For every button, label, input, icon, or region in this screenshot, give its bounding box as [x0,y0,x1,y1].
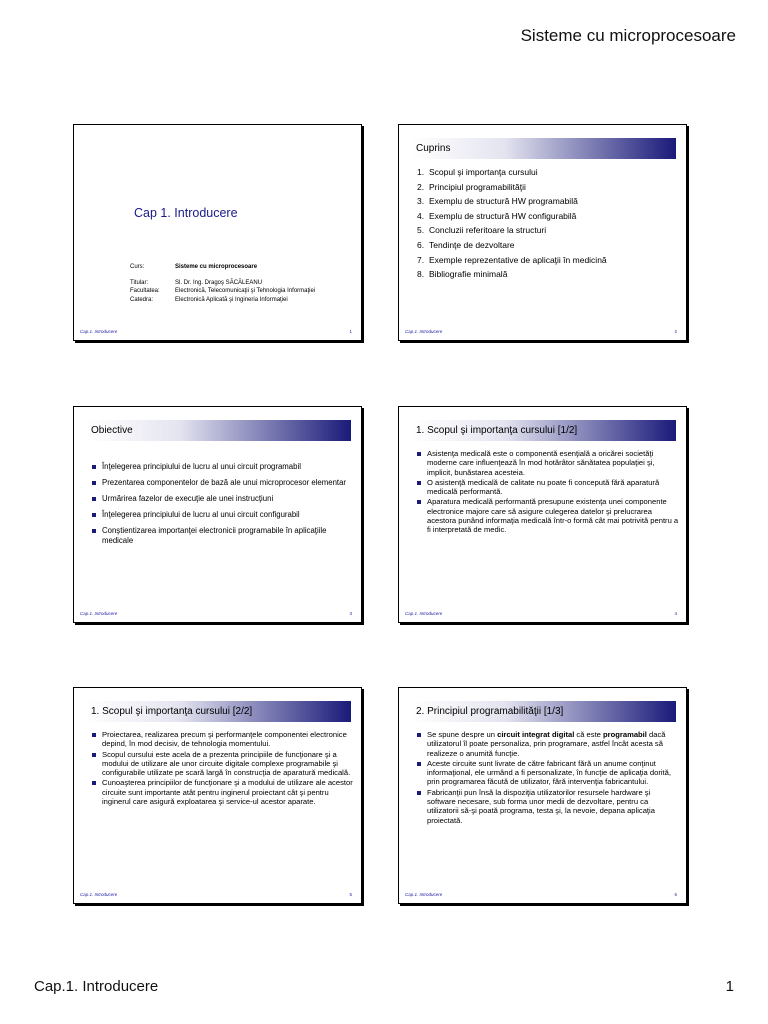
page-header: Sisteme cu microprocesoare [520,26,736,45]
list-item: Scopul cursului este acela de a prezenta principiile de funcţionare şi a modului de utilizare ale unor circuite digitale complexe programabile şi configurabile utilizate pe scară largă în construcţia de aparatură medicală. [92,750,354,778]
info-row-course [130,263,315,272]
list-item: Se spune despre un circuit integrat digital că este programabil dacă utilizatorul îl poate personaliza, prin programare, astfel încât acesta să realizeze o anumită funcţie. [417,730,679,758]
slide-footer: Cap.1. Introducere [405,892,443,897]
list-item: Urmărirea fazelor de execuţie ale unei instrucţiuni [92,494,350,504]
slide-number: 5 [349,892,352,897]
list-item: 1. Scopul şi importanţa cursului [417,167,538,177]
slide-3 [73,406,362,623]
slide-1 [73,124,362,341]
list-item: 3. Exemplu de structură HW programabilă [417,196,578,207]
slide-number: 1 [349,329,352,334]
slide-footer: Cap.1. Introducere [80,329,118,334]
list-item: 7. Exemple reprezentative de aplicaţii în medicină [417,254,607,265]
slide-title-bar: 1. Scopul şi importanţa cursului [1/2] [412,420,676,441]
list-item: Înţelegerea principiului de lucru al unui circuit configurabil [92,510,350,520]
slide-footer: Cap.1. Introducere [80,892,118,897]
info-key: Titular: [130,279,149,286]
list-item: Conştientizarea importanţei electronicii programabile în aplicaţiile medicale [92,526,350,545]
slide-5 [73,687,362,904]
slide-number: 3 [349,611,352,616]
contents-list [417,165,607,282]
list-item: Asistenţa medicală este o componentă esenţială a oricărei societăţi moderne care influenţează în mod hotărâtor sănătatea populaţiei şi, implicit, bunăstarea acesteia. [417,449,679,477]
slide-footer: Cap.1. Introducere [405,611,443,616]
bullet-list [92,730,354,807]
list-item: 6. Tendinţe de dezvoltare [417,239,515,250]
info-value: Sl. Dr. Ing. Dragoş SĂCĂLEANU [175,279,263,286]
list-item: Proiectarea, realizarea precum şi performanţele componentei electronice depind, în mod decisiv, de tehnologia momentului. [92,730,354,749]
list-item: O asistenţă medicală de calitate nu poate fi concepută fără aparatură medicală performantă. [417,478,679,497]
bold-term: circuit integrat digital [497,730,575,739]
list-item: 2. Principiul programabilităţii [417,181,526,192]
slide-number: 2 [674,329,677,334]
info-key: Catedra: [130,296,154,303]
slide-title-bar: 1. Scopul şi importanţa cursului [2/2] [87,701,351,722]
list-item: Aceste circuite sunt livrate de către fabricant fără un anume conţinut informaţional, ele urmând a fi personalizate, în funcţie de aplicaţia dorită, prin programarea făcută de utilizator, fără intervenţia fabricantului. [417,759,679,787]
list-item: Cunoaşterea principiilor de funcţionare şi a modului de utilizare ale acestor circuite sunt importante atât pentru inginerul proiectant cât şi pentru inginerul care asigură exploatarea şi service-ul acestor aparate. [92,778,354,806]
slide-footer: Cap.1. Introducere [405,329,443,334]
list-item: Aparatura medicală performantă presupune existenţa unei componente electronice majore care să asigure culegerea datelor şi prelucrarea acestora punând informaţia medicală într-o formă cât mai potrivită pentru a fi interpretată de medic. [417,497,679,534]
list-item: Înţelegerea principiului de lucru al unui circuit programabil [92,462,350,472]
slide-number: 4 [674,611,677,616]
bullet-list [417,449,679,536]
info-row-faculty [130,287,315,296]
objectives-list [92,462,350,552]
slide-2 [398,124,687,341]
slide-title-bar: 2. Principiul programabilităţii [1/3] [412,701,676,722]
slide-footer: Cap.1. Introducere [80,611,118,616]
course-info-table [130,263,315,304]
slide-title-bar: Obiective [87,420,351,441]
info-value: Sisteme cu microprocesoare [175,264,258,270]
slide-number: 6 [674,892,677,897]
bullet-list [417,730,679,826]
page-footer-title: Cap.1. Introducere [34,978,159,995]
slide-title: Cap 1. Introducere [134,206,238,220]
list-item: 8. Bibliografie minimală [417,269,508,280]
list-item: Fabricanţii pun însă la dispoziţia utilizatorilor resursele hardware şi software necesare, sub forma unor medii de dezvoltare, pentru ca utilizatorii să-şi poată programa, testa şi, la nevoie, depana aplicaţia proiectată. [417,788,679,825]
slide-6 [398,687,687,904]
list-item: 4. Exemplu de structură HW configurabilă [417,210,577,221]
list-item: Prezentarea componentelor de bază ale unui microprocesor elementar [92,478,350,488]
info-key: Facultatea: [130,288,160,294]
slide-title-bar: Cuprins [412,138,676,159]
info-row-department [130,296,315,305]
slide-4 [398,406,687,623]
list-item: 5. Concluzii referitoare la structuri [417,225,547,236]
info-row-titular [130,279,315,288]
info-key: Curs: [130,264,145,270]
bold-term: programabil [603,730,647,739]
page-number: 1 [725,978,734,995]
info-value: Electronică Aplicată şi Ingineria Informaţiei [175,296,288,303]
info-value: Electronică, Telecomunicaţii şi Tehnologia Informaţiei [175,288,316,294]
